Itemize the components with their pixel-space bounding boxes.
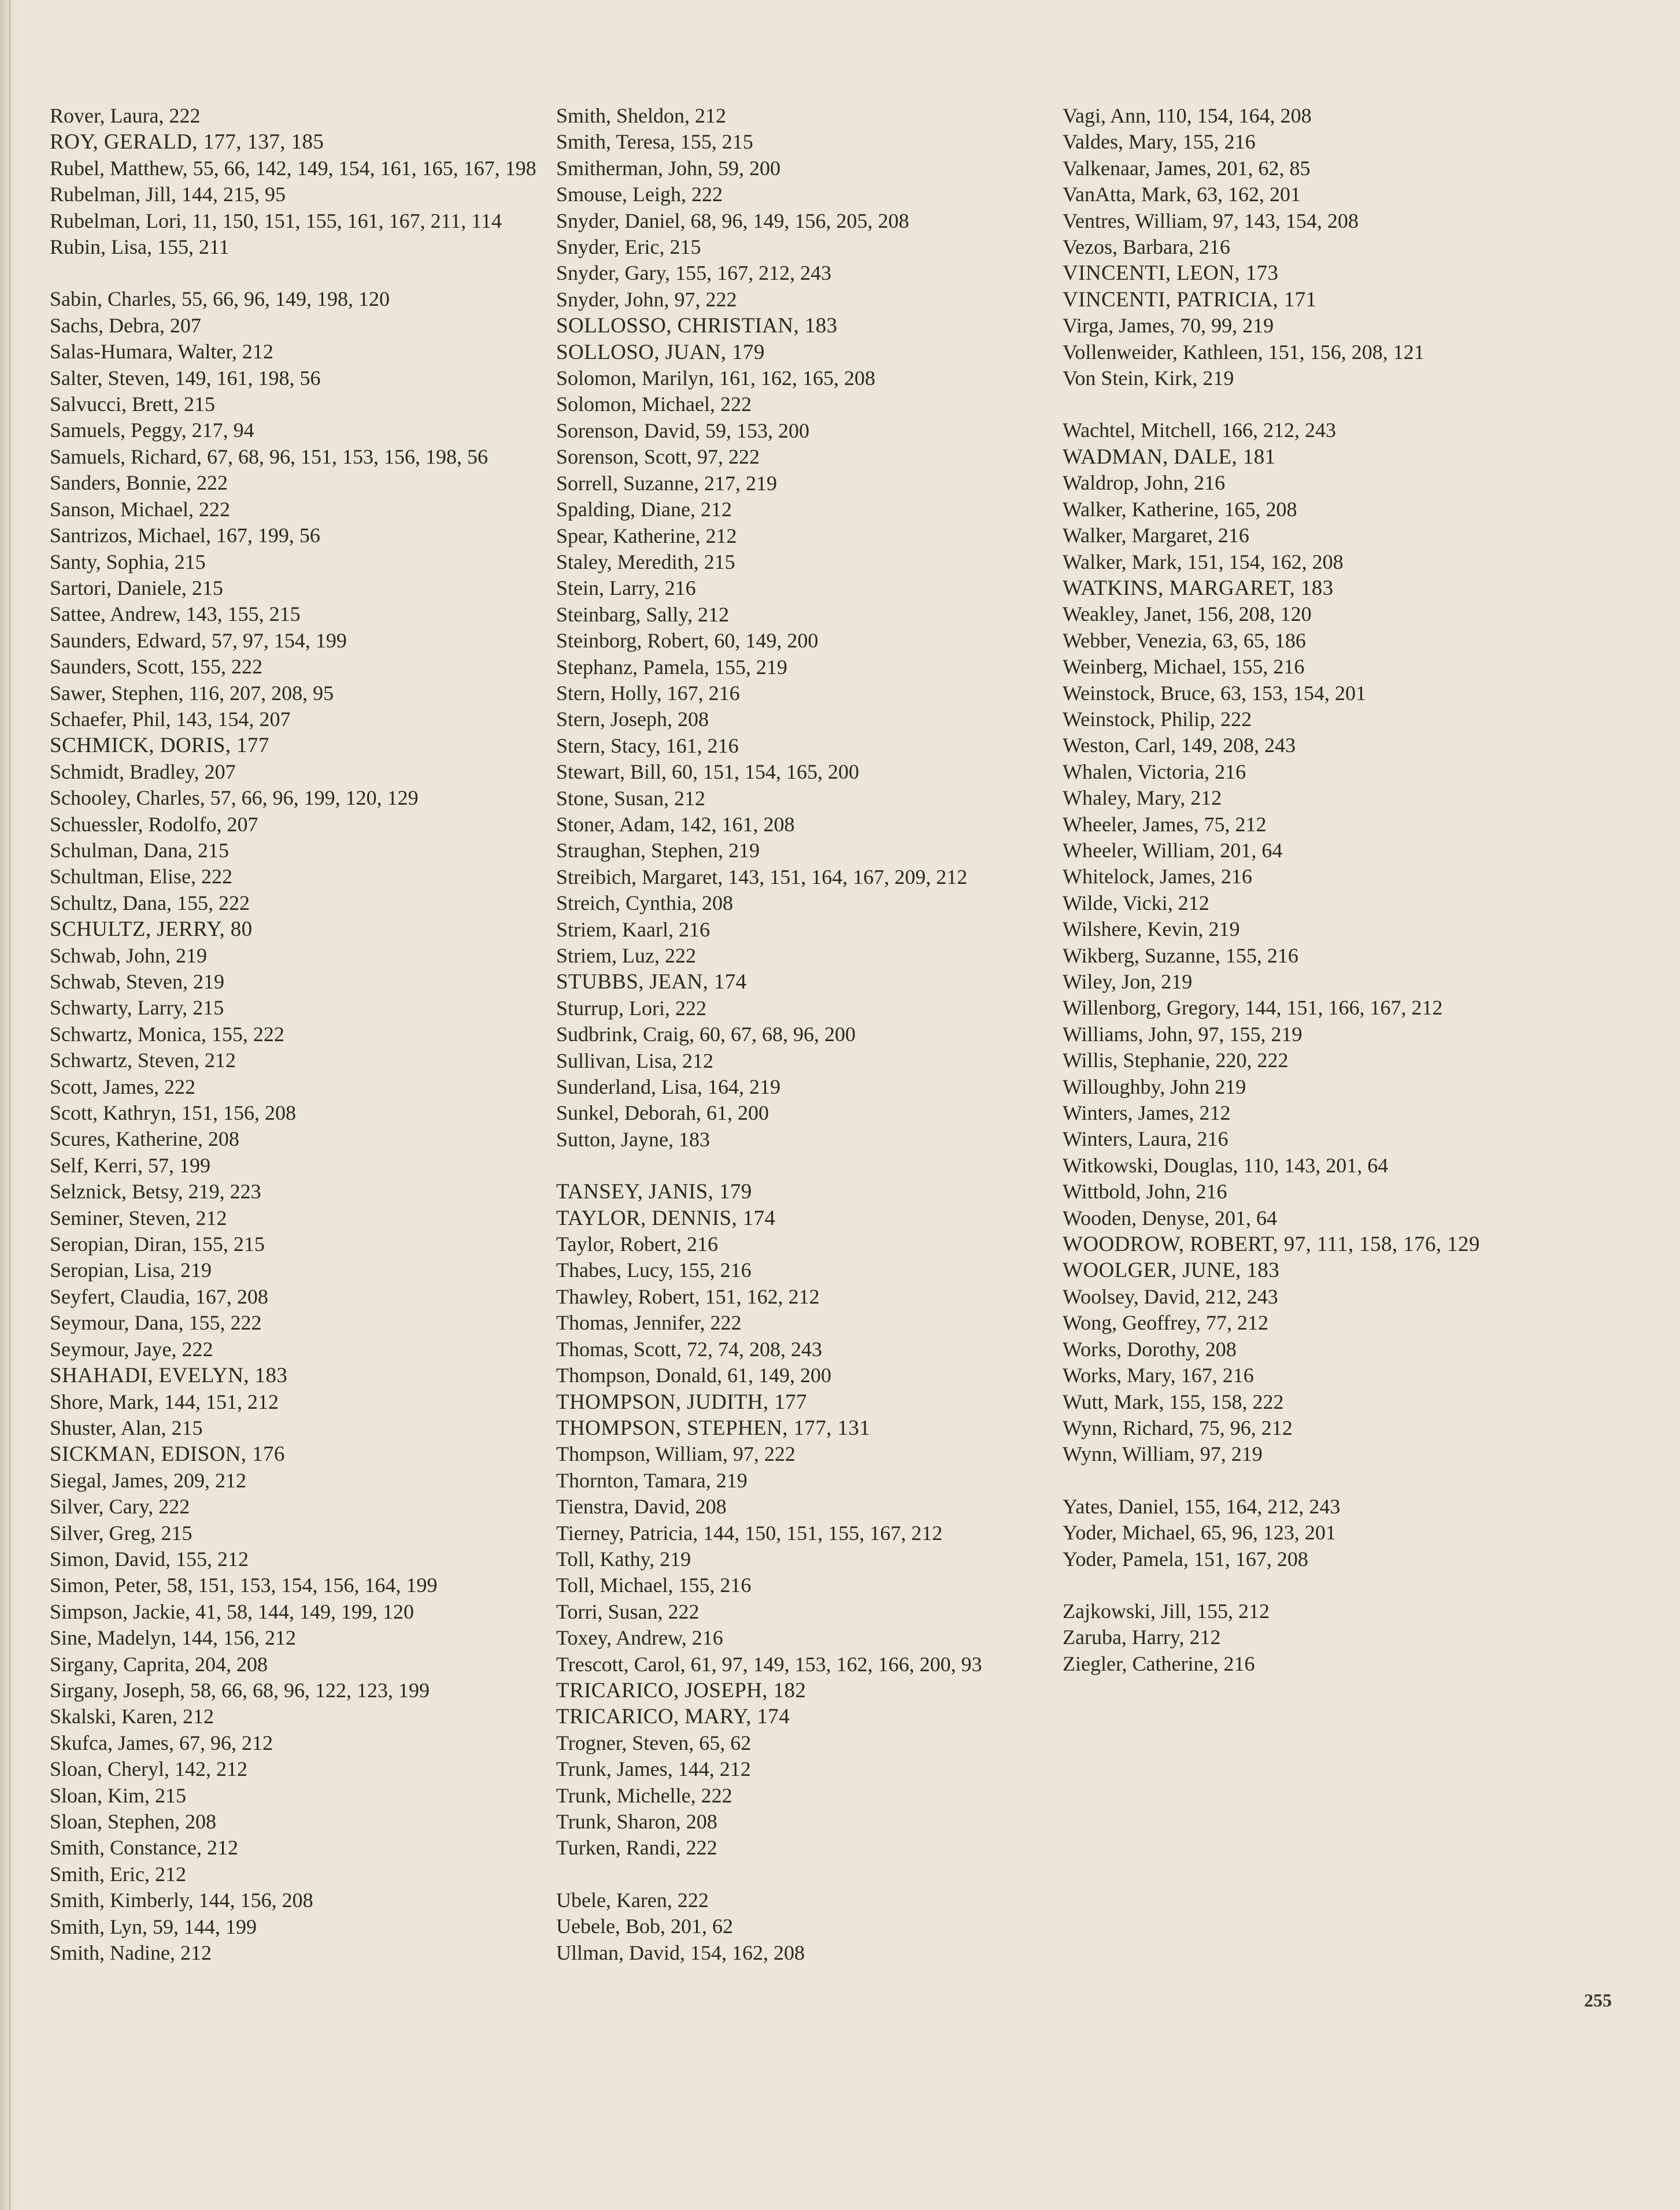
index-column-2 xyxy=(556,103,1065,1966)
index-entry: Sanders, Bonnie, 222 xyxy=(50,471,228,495)
index-entry: Siegal, James, 209, 212 xyxy=(50,1468,246,1492)
index-entry: Wheeler, James, 75, 212 xyxy=(1063,812,1267,836)
index-entry: Sorenson, Scott, 97, 222 xyxy=(556,445,760,469)
index-entry: Salter, Steven, 149, 161, 198, 56 xyxy=(50,366,321,390)
index-entry: Sturrup, Lori, 222 xyxy=(556,996,706,1020)
index-entry: Weinstock, Bruce, 63, 153, 154, 201 xyxy=(1063,681,1367,705)
index-entry: Willis, Stephanie, 220, 222 xyxy=(1063,1049,1289,1072)
index-entry: Schwartz, Steven, 212 xyxy=(50,1049,236,1072)
index-entry: Stern, Holly, 167, 216 xyxy=(556,681,740,705)
index-entry: Stephanz, Pamela, 155, 219 xyxy=(556,655,787,679)
index-entry: Thompson, William, 97, 222 xyxy=(556,1442,795,1466)
index-entry: Stern, Stacy, 161, 216 xyxy=(556,734,739,757)
index-entry: Sartori, Daniele, 215 xyxy=(50,576,223,599)
index-entry: Ventres, William, 97, 143, 154, 208 xyxy=(1063,209,1359,232)
index-entry: Vagi, Ann, 110, 154, 164, 208 xyxy=(1063,104,1312,127)
spine-edge xyxy=(9,0,10,2210)
index-entry: Striem, Luz, 222 xyxy=(556,944,696,967)
index-entry-featured: SCHULTZ, JERRY, 80 xyxy=(50,917,253,942)
index-entry: Wutt, Mark, 155, 158, 222 xyxy=(1063,1390,1284,1413)
index-entry-featured: STUBBS, JEAN, 174 xyxy=(556,970,747,994)
index-entry: Stewart, Bill, 60, 151, 154, 165, 200 xyxy=(556,760,859,784)
index-entry: Spalding, Diane, 212 xyxy=(556,498,732,521)
index-entry: Straughan, Stephen, 219 xyxy=(556,839,760,862)
index-entry: Taylor, Robert, 216 xyxy=(556,1232,718,1256)
index-entry: Smouse, Leigh, 222 xyxy=(556,183,723,206)
index-entry-featured: SHAHADI, EVELYN, 183 xyxy=(50,1364,288,1388)
index-entry: Whaley, Mary, 212 xyxy=(1063,786,1222,810)
index-entry-featured: THOMPSON, STEPHEN, 177, 131 xyxy=(556,1416,871,1440)
index-entry: Steinborg, Robert, 60, 149, 200 xyxy=(556,629,819,653)
index-entry: Works, Dorothy, 208 xyxy=(1063,1337,1237,1361)
index-entry: Wittbold, John, 216 xyxy=(1063,1180,1227,1204)
index-entry: Skalski, Karen, 212 xyxy=(50,1705,214,1728)
index-entry-featured: SICKMAN, EDISON, 176 xyxy=(50,1442,285,1467)
index-entry: Samuels, Richard, 67, 68, 96, 151, 153, 156, 198, 56 xyxy=(50,445,488,468)
index-entry: Steinbarg, Sally, 212 xyxy=(556,602,729,626)
index-entry-featured: TAYLOR, DENNIS, 174 xyxy=(556,1206,776,1230)
index-entry: Sanson, Michael, 222 xyxy=(50,497,230,521)
index-entry: Weston, Carl, 149, 208, 243 xyxy=(1063,734,1296,757)
index-entry: Wikberg, Suzanne, 155, 216 xyxy=(1063,943,1298,967)
index-entry: Smith, Sheldon, 212 xyxy=(556,104,727,127)
index-entry: Schwarty, Larry, 215 xyxy=(50,996,224,1020)
index-entry: Seymour, Jaye, 222 xyxy=(50,1337,213,1361)
index-entry: Wachtel, Mitchell, 166, 212, 243 xyxy=(1063,419,1337,442)
index-entry: Sloan, Kim, 215 xyxy=(50,1783,187,1807)
index-entry: Seymour, Dana, 155, 222 xyxy=(50,1311,262,1335)
index-entry: Whitelock, James, 216 xyxy=(1063,865,1252,889)
index-entry: Walker, Margaret, 216 xyxy=(1063,524,1249,547)
section-gap xyxy=(1063,1572,1571,1598)
index-entry: Sullivan, Lisa, 212 xyxy=(556,1049,713,1072)
index-entry: Seminer, Steven, 212 xyxy=(50,1206,227,1230)
index-entry: Thomas, Jennifer, 222 xyxy=(556,1311,742,1335)
index-entry-featured: TRICARICO, JOSEPH, 182 xyxy=(556,1678,806,1702)
index-entry: Works, Mary, 167, 216 xyxy=(1063,1364,1254,1387)
index-entry: Toxey, Andrew, 216 xyxy=(556,1626,723,1650)
index-entry: Weinberg, Michael, 155, 216 xyxy=(1063,655,1305,679)
index-entry: Sine, Madelyn, 144, 156, 212 xyxy=(50,1626,296,1650)
index-entry: Ullman, David, 154, 162, 208 xyxy=(556,1941,805,1964)
index-entry: Skufca, James, 67, 96, 212 xyxy=(50,1731,273,1754)
index-entry: Staley, Meredith, 215 xyxy=(556,550,735,573)
index-entry: Toll, Kathy, 219 xyxy=(556,1547,691,1571)
index-entry: Stein, Larry, 216 xyxy=(556,576,696,600)
index-entry: Rubin, Lisa, 155, 211 xyxy=(50,235,230,259)
index-entry: Rubelman, Jill, 144, 215, 95 xyxy=(50,183,286,206)
index-entry: Schuessler, Rodolfo, 207 xyxy=(50,812,258,836)
index-entry: Smith, Teresa, 155, 215 xyxy=(556,130,753,154)
page-number: 255 xyxy=(1584,1990,1612,2011)
index-entry: Weakley, Janet, 156, 208, 120 xyxy=(1063,602,1312,626)
index-entry: Snyder, Daniel, 68, 96, 149, 156, 205, 208 xyxy=(556,209,909,232)
section-gap xyxy=(1063,1468,1571,1494)
index-entry-featured: TANSEY, JANIS, 179 xyxy=(556,1180,752,1204)
index-entry: Wheeler, William, 201, 64 xyxy=(1063,838,1283,862)
index-entry: Silver, Cary, 222 xyxy=(50,1495,190,1519)
index-entry: VanAtta, Mark, 63, 162, 201 xyxy=(1063,183,1301,206)
index-entry: Schooley, Charles, 57, 66, 96, 199, 120, 129 xyxy=(50,786,419,810)
index-entry: Striem, Kaarl, 216 xyxy=(556,917,710,941)
index-entry-featured: TRICARICO, MARY, 174 xyxy=(556,1705,790,1729)
index-entry: Sirgany, Caprita, 204, 208 xyxy=(50,1652,268,1676)
index-entry: Trescott, Carol, 61, 97, 149, 153, 162, 166, 200, 93 xyxy=(556,1652,982,1676)
index-entry: Toll, Michael, 155, 216 xyxy=(556,1574,752,1597)
index-entry: Schultz, Dana, 155, 222 xyxy=(50,891,250,915)
index-entry: Snyder, Eric, 215 xyxy=(556,235,701,259)
index-entry-featured: SCHMICK, DORIS, 177 xyxy=(50,734,269,758)
index-entry: Selznick, Betsy, 219, 223 xyxy=(50,1180,261,1204)
index-entry: Smith, Lyn, 59, 144, 199 xyxy=(50,1915,257,1938)
index-entry: Simon, David, 155, 212 xyxy=(50,1547,249,1571)
index-entry: Smitherman, John, 59, 200 xyxy=(556,156,780,180)
index-entry: Smith, Kimberly, 144, 156, 208 xyxy=(50,1889,313,1912)
index-entry: Tierney, Patricia, 144, 150, 151, 155, 167, 212 xyxy=(556,1521,943,1545)
index-entry: Trogner, Steven, 65, 62 xyxy=(556,1731,752,1754)
index-entry: Solomon, Michael, 222 xyxy=(556,393,752,416)
index-entry: Rover, Laura, 222 xyxy=(50,104,201,127)
section-gap xyxy=(556,1861,1065,1887)
index-entry: Yates, Daniel, 155, 164, 212, 243 xyxy=(1063,1494,1341,1518)
index-entry: Ubele, Karen, 222 xyxy=(556,1888,709,1912)
index-entry: Trunk, Michelle, 222 xyxy=(556,1783,732,1807)
index-entry: Sachs, Debra, 207 xyxy=(50,313,201,337)
index-entry: Sunkel, Deborah, 61, 200 xyxy=(556,1101,769,1125)
section-gap xyxy=(556,1153,1065,1179)
index-entry: Simpson, Jackie, 41, 58, 144, 149, 199, 120 xyxy=(50,1600,414,1623)
section-gap xyxy=(1063,391,1571,417)
index-entry: Saunders, Edward, 57, 97, 154, 199 xyxy=(50,628,347,652)
index-entry: Shore, Mark, 144, 151, 212 xyxy=(50,1390,279,1413)
index-entry: Sirgany, Joseph, 58, 66, 68, 96, 122, 123, 199 xyxy=(50,1678,430,1702)
index-entry: Wong, Geoffrey, 77, 212 xyxy=(1063,1311,1269,1335)
index-entry: Santrizos, Michael, 167, 199, 56 xyxy=(50,524,320,547)
index-entry: Winters, James, 212 xyxy=(1063,1101,1231,1125)
index-entry: Wiley, Jon, 219 xyxy=(1063,970,1193,993)
index-column-1 xyxy=(50,103,558,1966)
index-entry: Woolsey, David, 212, 243 xyxy=(1063,1284,1278,1308)
index-entry: Witkowski, Douglas, 110, 143, 201, 64 xyxy=(1063,1153,1389,1177)
index-entry: Zajkowski, Jill, 155, 212 xyxy=(1063,1599,1270,1623)
index-entry-featured: WOODROW, ROBERT, 97, 111, 158, 176, 129 xyxy=(1063,1232,1480,1257)
index-entry: Von Stein, Kirk, 219 xyxy=(1063,367,1234,390)
index-entry: Stone, Susan, 212 xyxy=(556,786,706,810)
index-entry: Solomon, Marilyn, 161, 162, 165, 208 xyxy=(556,367,876,390)
index-entry: Salvucci, Brett, 215 xyxy=(50,393,215,416)
index-entry: Webber, Venezia, 63, 65, 186 xyxy=(1063,628,1306,652)
index-entry-featured: THOMPSON, JUDITH, 177 xyxy=(556,1390,807,1414)
index-entry: Schultman, Elise, 222 xyxy=(50,865,232,889)
index-entry: Silver, Greg, 215 xyxy=(50,1521,193,1545)
index-entry: Vollenweider, Kathleen, 151, 156, 208, 121 xyxy=(1063,340,1424,364)
index-entry: Smith, Nadine, 212 xyxy=(50,1941,212,1965)
index-entry: Torri, Susan, 222 xyxy=(556,1600,700,1623)
index-entry: Uebele, Bob, 201, 62 xyxy=(556,1915,733,1938)
index-entry: Seropian, Lisa, 219 xyxy=(50,1258,212,1282)
index-entry: Sloan, Cheryl, 142, 212 xyxy=(50,1757,247,1781)
index-entry: Willoughby, John 219 xyxy=(1063,1075,1246,1098)
index-entry: Rubelman, Lori, 11, 150, 151, 155, 161, 167, 211, 114 xyxy=(50,209,502,232)
index-entry: Schwab, John, 219 xyxy=(50,943,207,967)
index-entry: Trunk, Sharon, 208 xyxy=(556,1810,717,1833)
index-entry: Williams, John, 97, 155, 219 xyxy=(1063,1022,1302,1046)
index-entry: Streibich, Margaret, 143, 151, 164, 167, 209, 212 xyxy=(556,865,968,889)
index-entry: Valdes, Mary, 155, 216 xyxy=(1063,130,1256,154)
index-entry: Sloan, Stephen, 208 xyxy=(50,1810,216,1833)
index-entry: Yoder, Michael, 65, 96, 123, 201 xyxy=(1063,1521,1336,1545)
index-entry: Wilshere, Kevin, 219 xyxy=(1063,917,1240,941)
index-entry: Sorenson, David, 59, 153, 200 xyxy=(556,419,809,442)
index-entry: Whalen, Victoria, 216 xyxy=(1063,760,1246,783)
index-entry: Schwartz, Monica, 155, 222 xyxy=(50,1022,284,1046)
index-entry: Vezos, Barbara, 216 xyxy=(1063,235,1230,259)
index-entry: Walker, Mark, 151, 154, 162, 208 xyxy=(1063,550,1344,573)
index-entry: Willenborg, Gregory, 144, 151, 166, 167, 212 xyxy=(1063,996,1443,1020)
index-entry-featured: WADMAN, DALE, 181 xyxy=(1063,445,1276,469)
index-entry: Samuels, Peggy, 217, 94 xyxy=(50,419,254,442)
index-entry: Winters, Laura, 216 xyxy=(1063,1127,1228,1151)
index-entry: Turken, Randi, 222 xyxy=(556,1836,717,1860)
index-entry: Thomas, Scott, 72, 74, 208, 243 xyxy=(556,1337,822,1361)
index-entry: Snyder, John, 97, 222 xyxy=(556,287,737,311)
index-entry-featured: SOLLOSSO, CHRISTIAN, 183 xyxy=(556,314,838,338)
index-entry: Salas-Humara, Walter, 212 xyxy=(50,340,273,364)
index-entry: Stoner, Adam, 142, 161, 208 xyxy=(556,812,795,836)
index-entry: Smith, Constance, 212 xyxy=(50,1836,238,1860)
index-entry-featured: VINCENTI, PATRICIA, 171 xyxy=(1063,287,1317,312)
index-entry: Schulman, Dana, 215 xyxy=(50,838,229,862)
index-entry: Wilde, Vicki, 212 xyxy=(1063,891,1209,915)
index-entry-featured: WATKINS, MARGARET, 183 xyxy=(1063,576,1334,600)
index-entry: Seropian, Diran, 155, 215 xyxy=(50,1232,265,1256)
index-entry: Schaefer, Phil, 143, 154, 207 xyxy=(50,707,291,731)
index-entry: Sabin, Charles, 55, 66, 96, 149, 198, 120 xyxy=(50,287,390,311)
index-entry: Schmidt, Bradley, 207 xyxy=(50,760,236,783)
index-entry: Thawley, Robert, 151, 162, 212 xyxy=(556,1284,820,1308)
index-column-3 xyxy=(1063,103,1571,1677)
index-entry: Virga, James, 70, 99, 219 xyxy=(1063,314,1274,338)
index-entry: Simon, Peter, 58, 151, 153, 154, 156, 164, 199 xyxy=(50,1574,438,1597)
index-entry: Saunders, Scott, 155, 222 xyxy=(50,655,262,679)
book-spine xyxy=(0,0,20,2210)
index-entry: Seyfert, Claudia, 167, 208 xyxy=(50,1284,268,1308)
index-entry: Wynn, William, 97, 219 xyxy=(1063,1442,1263,1466)
index-entry: Wynn, Richard, 75, 96, 212 xyxy=(1063,1416,1293,1439)
index-entry: Sattee, Andrew, 143, 155, 215 xyxy=(50,602,301,626)
index-entry: Scott, Kathryn, 151, 156, 208 xyxy=(50,1101,296,1125)
index-entry: Sutton, Jayne, 183 xyxy=(556,1127,710,1151)
index-entry: Thompson, Donald, 61, 149, 200 xyxy=(556,1364,831,1387)
index-entry: Sorrell, Suzanne, 217, 219 xyxy=(556,471,777,495)
index-entry: Walker, Katherine, 165, 208 xyxy=(1063,497,1297,521)
section-gap xyxy=(50,260,558,286)
index-entry: Smith, Eric, 212 xyxy=(50,1862,186,1886)
index-entry: Sunderland, Lisa, 164, 219 xyxy=(556,1075,780,1099)
index-entry: Sudbrink, Craig, 60, 67, 68, 96, 200 xyxy=(556,1023,856,1046)
index-entry: Ziegler, Catherine, 216 xyxy=(1063,1652,1255,1675)
index-entry: Scures, Katherine, 208 xyxy=(50,1127,239,1151)
index-entry: Yoder, Pamela, 151, 167, 208 xyxy=(1063,1547,1308,1571)
index-entry-featured: ROY, GERALD, 177, 137, 185 xyxy=(50,130,324,154)
index-entry: Stern, Joseph, 208 xyxy=(556,708,709,731)
index-entry: Snyder, Gary, 155, 167, 212, 243 xyxy=(556,261,832,285)
index-entry: Tienstra, David, 208 xyxy=(556,1495,727,1519)
index-entry: Weinstock, Philip, 222 xyxy=(1063,707,1252,731)
index-entry: Valkenaar, James, 201, 62, 85 xyxy=(1063,156,1311,180)
index-entry: Shuster, Alan, 215 xyxy=(50,1416,203,1439)
index-entry-featured: VINCENTI, LEON, 173 xyxy=(1063,261,1279,286)
index-entry: Scott, James, 222 xyxy=(50,1075,195,1098)
index-entry-featured: WOOLGER, JUNE, 183 xyxy=(1063,1258,1280,1283)
index-entry-featured: SOLLOSO, JUAN, 179 xyxy=(556,340,765,364)
index-entry: Spear, Katherine, 212 xyxy=(556,524,737,547)
index-entry: Zaruba, Harry, 212 xyxy=(1063,1626,1221,1649)
index-entry: Waldrop, John, 216 xyxy=(1063,471,1226,495)
index-entry: Self, Kerri, 57, 199 xyxy=(50,1153,210,1177)
index-entry: Rubel, Matthew, 55, 66, 142, 149, 154, 161, 165, 167, 198 xyxy=(50,156,536,180)
index-entry: Streich, Cynthia, 208 xyxy=(556,891,733,915)
index-entry: Schwab, Steven, 219 xyxy=(50,970,224,993)
index-entry: Thornton, Tamara, 219 xyxy=(556,1468,748,1492)
index-entry: Sawer, Stephen, 116, 207, 208, 95 xyxy=(50,681,334,705)
index-entry: Thabes, Lucy, 155, 216 xyxy=(556,1258,752,1282)
index-entry: Wooden, Denyse, 201, 64 xyxy=(1063,1206,1278,1230)
index-entry: Santy, Sophia, 215 xyxy=(50,550,206,573)
index-entry: Trunk, James, 144, 212 xyxy=(556,1757,751,1781)
